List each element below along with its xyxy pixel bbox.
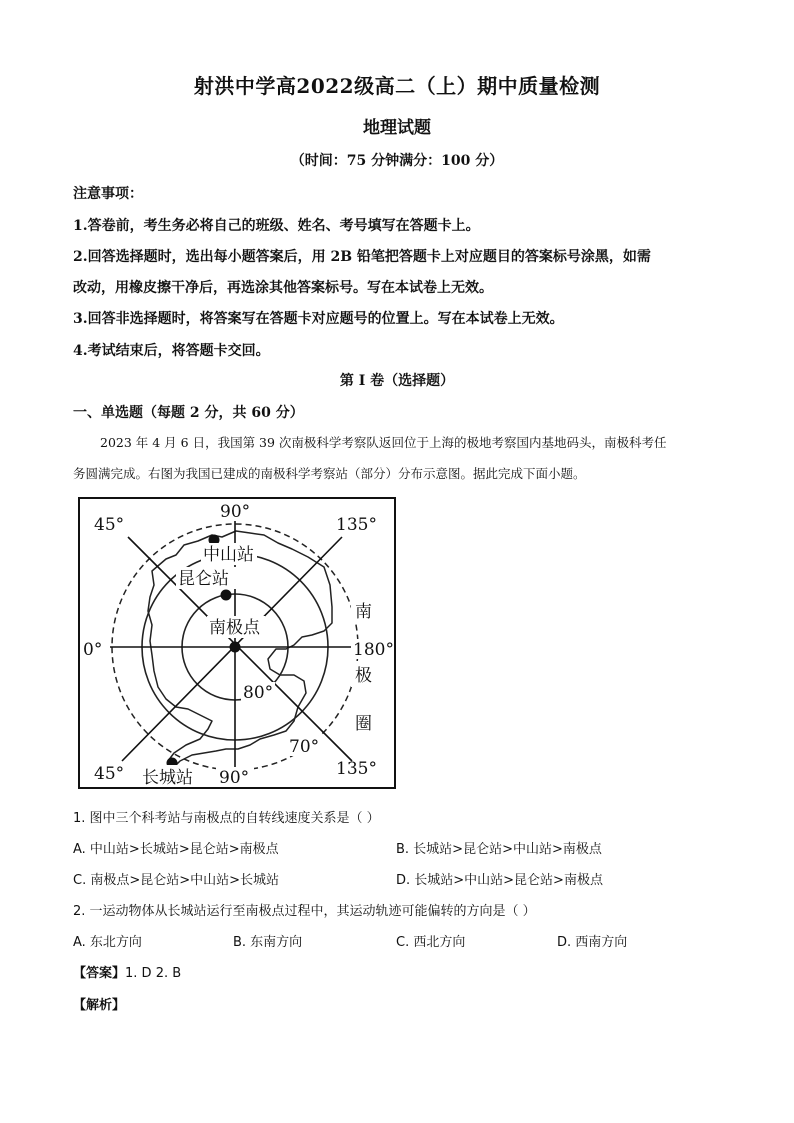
map-label: 70° (289, 737, 320, 757)
map-label: 南 (355, 602, 372, 622)
changcheng-label: 长城站 (142, 768, 193, 787)
map-label: 90° (219, 768, 250, 787)
question-option: A. 中山站>长城站>昆仑站>南极点 (73, 842, 279, 857)
part-title: 一、单选题（每题 2 分，共 60 分） (73, 405, 304, 421)
notice-item: 4.考试结束后，将答题卡交回。 (73, 343, 270, 359)
analysis-label: 【解析】 (73, 998, 126, 1013)
analysis-line (73, 994, 125, 1013)
intro-line: 务圆满完成。右图为我国已建成的南极科学考察站（部分）分布示意图。据此完成下面小题。 (73, 466, 586, 481)
exam-meta: （时间：75 分钟满分：100 分） (290, 153, 504, 169)
answer-line (73, 962, 181, 981)
question-stem: 1. 图中三个科考站与南极点的自转线速度关系是（ ） (73, 811, 380, 826)
map-label: 180° (353, 640, 394, 660)
map-svg (80, 499, 394, 787)
subject-title: 地理试题 (363, 118, 431, 138)
question-stem: 2. 一运动物体从长城站运行至南极点过程中，其运动轨迹可能偏转的方向是（ ） (73, 904, 536, 919)
map-label: 80° (243, 683, 274, 703)
map-label: 45° (94, 764, 125, 784)
section-title: 第 I 卷（选择题） (339, 373, 455, 389)
kunlun-station-dot (221, 590, 232, 601)
map-label: 90° (220, 502, 251, 522)
notice-item: 改动，用橡皮擦干净后，再选涂其他答案标号。写在本试卷上无效。 (73, 280, 493, 296)
south-pole-dot (230, 642, 241, 653)
question-option: C. 南极点>昆仑站>中山站>长城站 (73, 873, 280, 888)
question-option: D. 长城站>中山站>昆仑站>南极点 (396, 873, 603, 888)
notice-item: 1.答卷前，考生务必将自己的班级、姓名、考号填写在答题卡上。 (73, 218, 480, 234)
notice-item: 3.回答非选择题时，将答案写在答题卡对应题号的位置上。写在本试卷上无效。 (73, 311, 564, 327)
map-label: 135° (336, 759, 377, 779)
question-option: A. 东北方向 (73, 935, 142, 950)
question-option: B. 长城站>昆仑站>中山站>南极点 (396, 842, 602, 857)
question-option: C. 西北方向 (396, 935, 466, 950)
map-label: 极 (355, 666, 372, 686)
answer-text: 1. D 2. B (125, 966, 182, 981)
kunlun-label: 昆仑站 (178, 569, 229, 589)
notice-heading: 注意事项： (73, 186, 143, 202)
map-label: 135° (336, 515, 377, 535)
map-label: 45° (94, 515, 125, 535)
question-option: B. 东南方向 (233, 935, 303, 950)
antarctic-map (78, 497, 396, 789)
zhongshan-label: 中山站 (203, 545, 254, 565)
map-label: 圈 (355, 714, 372, 734)
question-option: D. 西南方向 (557, 935, 628, 950)
south-pole-label: 南极点 (209, 618, 260, 638)
notice-item: 2.回答选择题时，选出每小题答案后，用 2B 铅笔把答题卡上对应题目的答案标号涂黑，如需 (73, 249, 651, 265)
intro-line: 2023 年 4 月 6 日，我国第 39 次南极科学考察队返回位于上海的极地考察国内基地码头，南极科考任 (100, 435, 667, 450)
map-label: 0° (83, 640, 103, 660)
exam-title: 射洪中学高2022级高二（上）期中质量检测 (193, 74, 601, 98)
answer-label: 【答案】 (73, 966, 126, 981)
